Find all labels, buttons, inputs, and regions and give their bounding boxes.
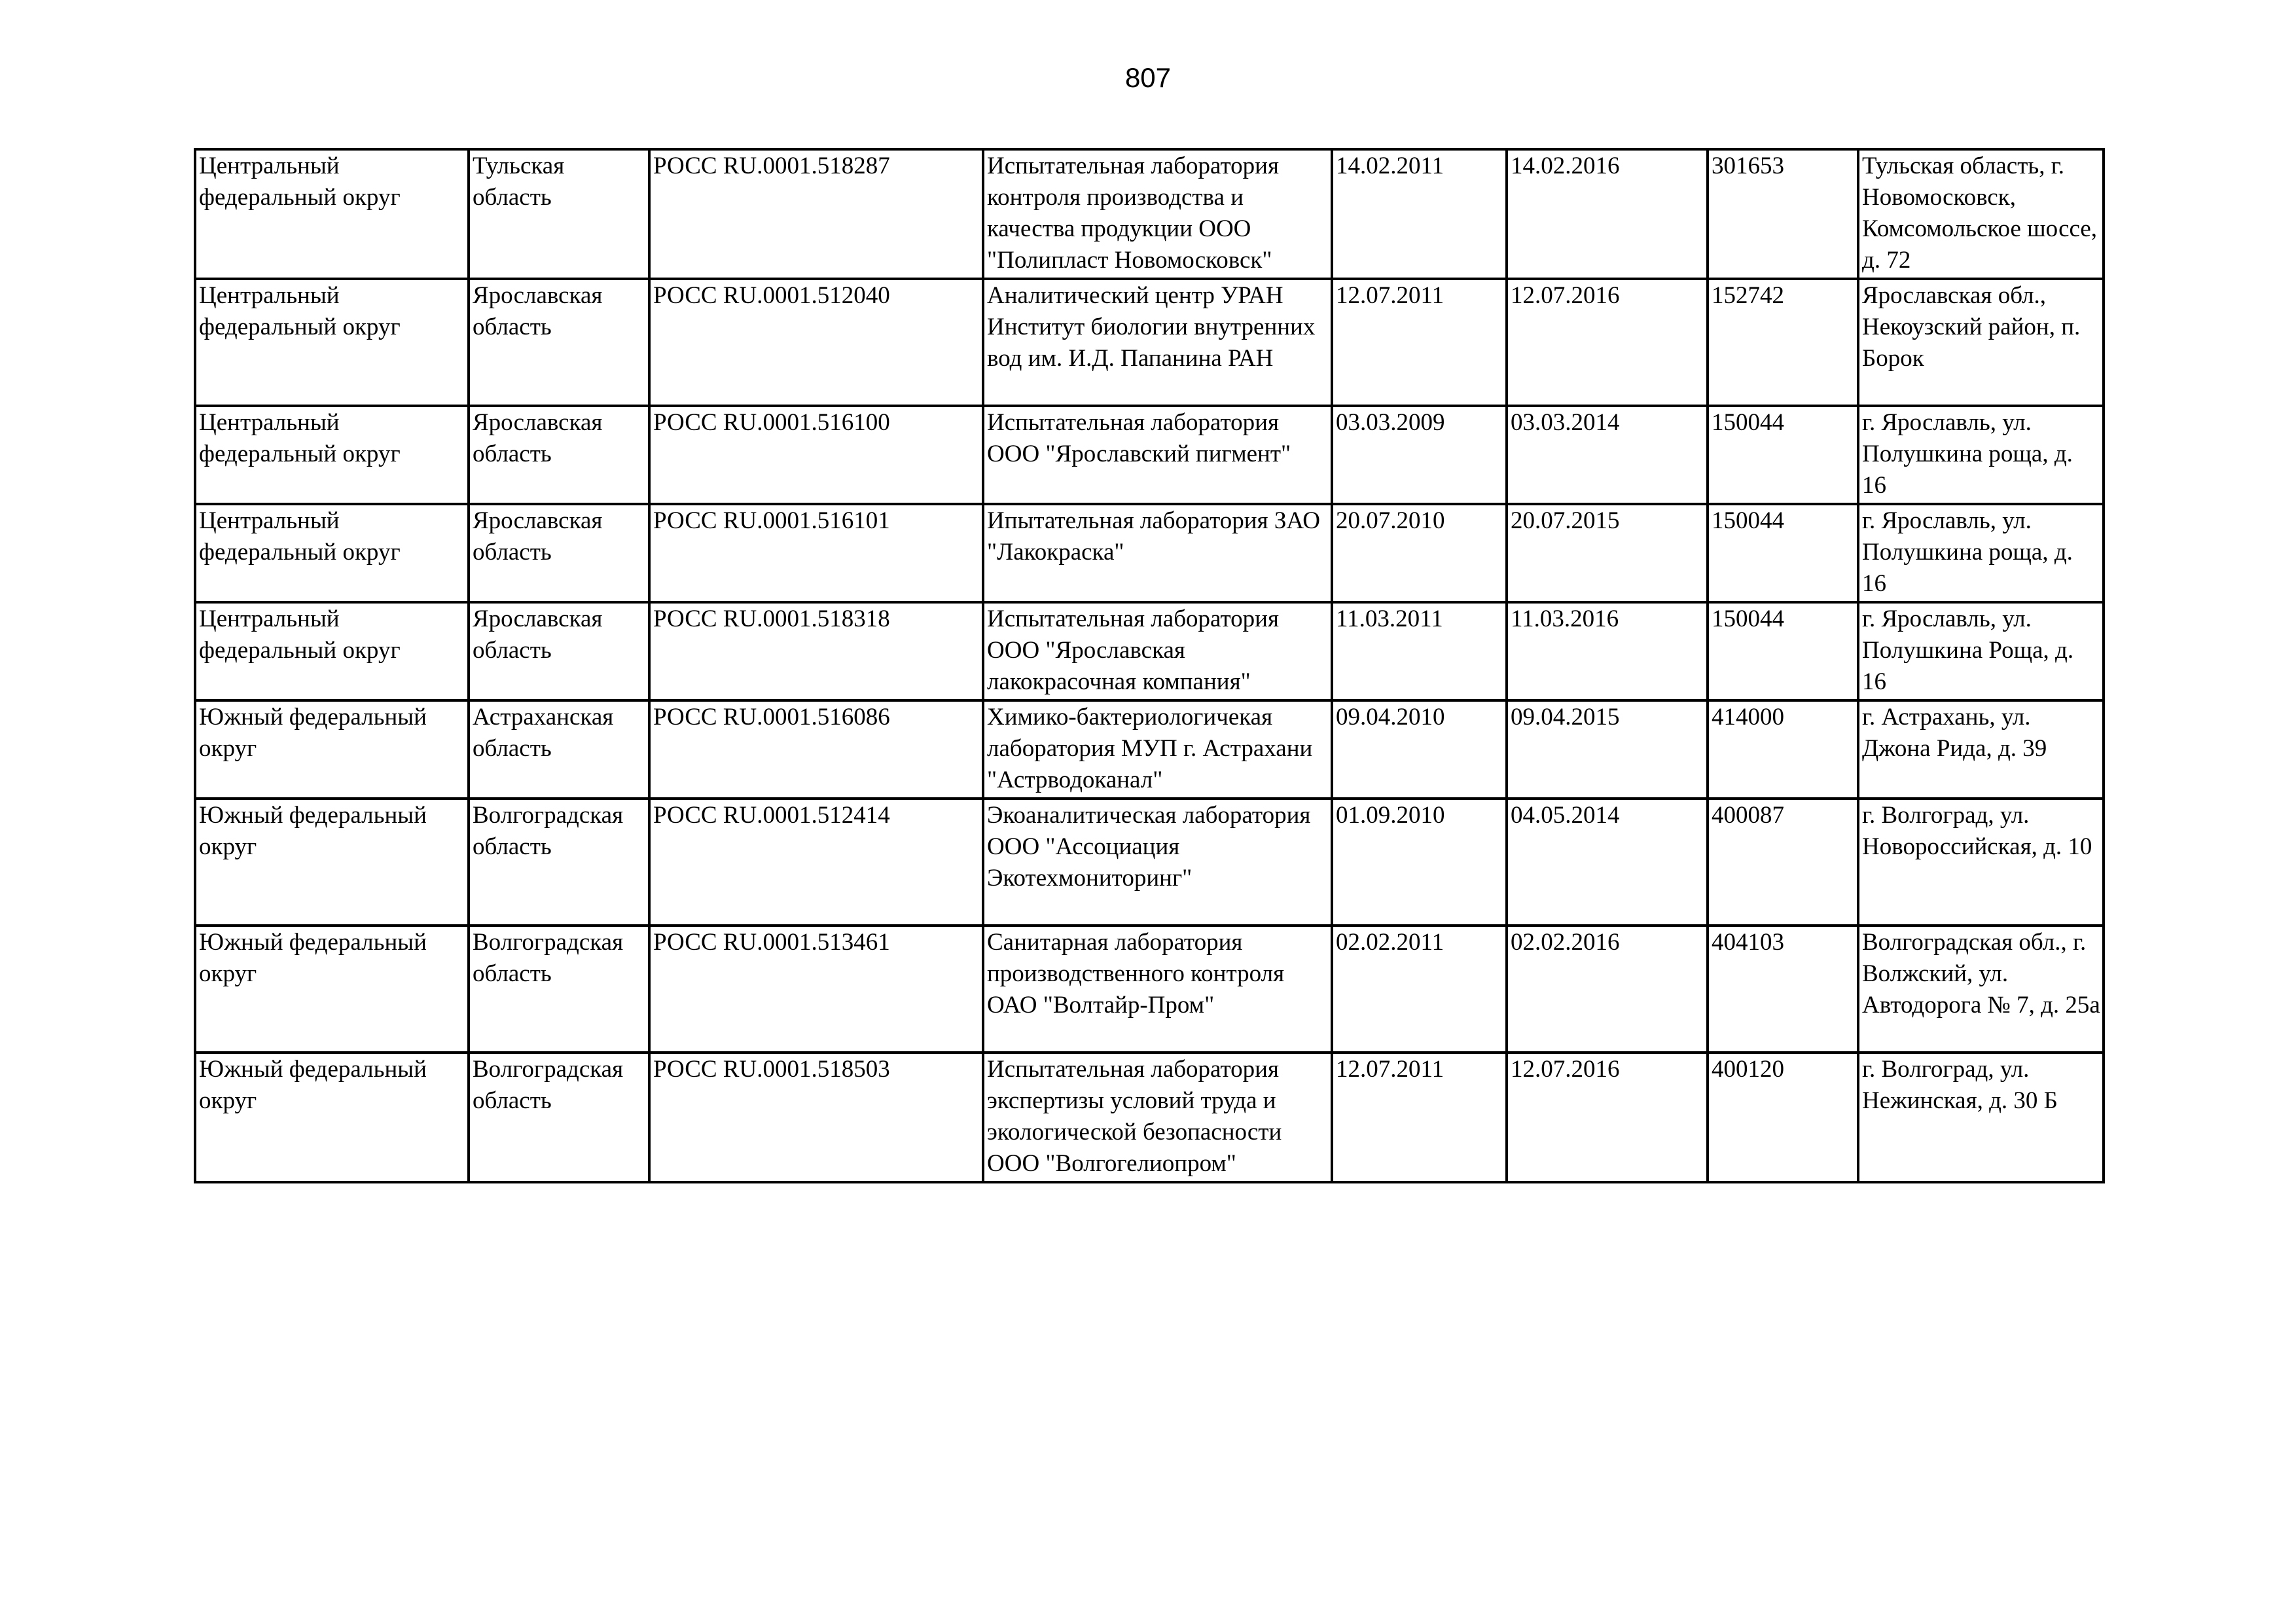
region-cell: Астраханская область — [469, 700, 649, 799]
district-cell: Южный федеральный округ — [195, 926, 469, 1053]
expiry-date-cell: 20.07.2015 — [1507, 504, 1708, 602]
district-cell: Центральный федеральный округ — [195, 406, 469, 504]
laboratory-cell: Испытательная лаборатория ООО "Ярославский пигмент" — [983, 406, 1332, 504]
table-row — [195, 149, 2104, 279]
expiry-date-cell: 03.03.2014 — [1507, 406, 1708, 504]
issue-date-cell: 12.07.2011 — [1332, 1053, 1507, 1182]
district-cell: Центральный федеральный округ — [195, 504, 469, 602]
certificate-cell: РОСС RU.0001.513461 — [649, 926, 983, 1053]
region-cell: Ярославская область — [469, 406, 649, 504]
certificate-cell: РОСС RU.0001.518318 — [649, 602, 983, 700]
address-cell: Ярославская обл., Некоузский район, п. Борок — [1858, 279, 2104, 406]
laboratory-cell: Экоаналитическая лаборатория ООО "Ассоциация Экотехмониторинг" — [983, 799, 1332, 926]
certificate-cell: РОСС RU.0001.512414 — [649, 799, 983, 926]
issue-date-cell: 01.09.2010 — [1332, 799, 1507, 926]
region-cell: Ярославская область — [469, 279, 649, 406]
certificate-cell: РОСС RU.0001.518287 — [649, 149, 983, 279]
address-cell: г. Ярославль, ул. Полушкина роща, д. 16 — [1858, 406, 2104, 504]
district-cell: Южный федеральный округ — [195, 700, 469, 799]
address-cell: г. Ярославль, ул. Полушкина роща, д. 16 — [1858, 504, 2104, 602]
issue-date-cell: 14.02.2011 — [1332, 149, 1507, 279]
region-cell: Ярославская область — [469, 504, 649, 602]
district-cell: Южный федеральный округ — [195, 799, 469, 926]
address-cell: Тульская область, г. Новомосковск, Комсомольское шоссе, д. 72 — [1858, 149, 2104, 279]
certificate-cell: РОСС RU.0001.512040 — [649, 279, 983, 406]
expiry-date-cell: 11.03.2016 — [1507, 602, 1708, 700]
address-cell: г. Ярославль, ул. Полушкина Роща, д. 16 — [1858, 602, 2104, 700]
region-cell: Волгоградская область — [469, 926, 649, 1053]
expiry-date-cell: 09.04.2015 — [1507, 700, 1708, 799]
postal-index-cell: 150044 — [1708, 504, 1858, 602]
address-cell: г. Волгоград, ул. Новороссийская, д. 10 — [1858, 799, 2104, 926]
page-number: 807 — [1124, 62, 1172, 93]
laboratory-cell: Санитарная лаборатория производственного контроля ОАО "Волтайр-Пром" — [983, 926, 1332, 1053]
certificate-cell: РОСС RU.0001.518503 — [649, 1053, 983, 1182]
issue-date-cell: 02.02.2011 — [1332, 926, 1507, 1053]
issue-date-cell: 09.04.2010 — [1332, 700, 1507, 799]
laboratory-cell: Испытательная лаборатория контроля производства и качества продукции ООО "Полипласт Новомосковск" — [983, 149, 1332, 279]
region-cell: Тульская область — [469, 149, 649, 279]
postal-index-cell: 150044 — [1708, 602, 1858, 700]
expiry-date-cell: 04.05.2014 — [1507, 799, 1708, 926]
laboratory-cell: Испытательная лаборатория экспертизы условий труда и экологической безопасности ООО "Волгогелиопром" — [983, 1053, 1332, 1182]
expiry-date-cell: 12.07.2016 — [1507, 1053, 1708, 1182]
district-cell: Центральный федеральный округ — [195, 602, 469, 700]
expiry-date-cell: 14.02.2016 — [1507, 149, 1708, 279]
table-row — [195, 926, 2104, 1053]
postal-index-cell: 400087 — [1708, 799, 1858, 926]
laboratory-registry-table — [194, 148, 2105, 1183]
table-row — [195, 504, 2104, 602]
table-row — [195, 1053, 2104, 1182]
expiry-date-cell: 02.02.2016 — [1507, 926, 1708, 1053]
laboratory-cell: Испытательная лаборатория ООО "Ярославская лакокрасочная компания" — [983, 602, 1332, 700]
region-cell: Ярославская область — [469, 602, 649, 700]
postal-index-cell: 150044 — [1708, 406, 1858, 504]
issue-date-cell: 12.07.2011 — [1332, 279, 1507, 406]
laboratory-cell: Ипытательная лаборатория ЗАО "Лакокраска" — [983, 504, 1332, 602]
postal-index-cell: 152742 — [1708, 279, 1858, 406]
address-cell: г. Волгоград, ул. Нежинская, д. 30 Б — [1858, 1053, 2104, 1182]
region-cell: Волгоградская область — [469, 1053, 649, 1182]
certificate-cell: РОСС RU.0001.516101 — [649, 504, 983, 602]
table-row — [195, 602, 2104, 700]
table-row — [195, 799, 2104, 926]
postal-index-cell: 414000 — [1708, 700, 1858, 799]
address-cell: г. Астрахань, ул. Джона Рида, д. 39 — [1858, 700, 2104, 799]
laboratory-cell: Химико-бактериологичекая лаборатория МУП г. Астрахани "Астрводоканал" — [983, 700, 1332, 799]
certificate-cell: РОСС RU.0001.516100 — [649, 406, 983, 504]
table-row — [195, 700, 2104, 799]
district-cell: Центральный федеральный округ — [195, 279, 469, 406]
address-cell: Волгоградская обл., г. Волжский, ул. Автодорога № 7, д. 25а — [1858, 926, 2104, 1053]
postal-index-cell: 404103 — [1708, 926, 1858, 1053]
issue-date-cell: 20.07.2010 — [1332, 504, 1507, 602]
laboratory-cell: Аналитический центр УРАН Институт биологии внутренних вод им. И.Д. Папанина РАН — [983, 279, 1332, 406]
table-row — [195, 279, 2104, 406]
district-cell: Центральный федеральный округ — [195, 149, 469, 279]
postal-index-cell: 400120 — [1708, 1053, 1858, 1182]
region-cell: Волгоградская область — [469, 799, 649, 926]
expiry-date-cell: 12.07.2016 — [1507, 279, 1708, 406]
table-row — [195, 406, 2104, 504]
issue-date-cell: 11.03.2011 — [1332, 602, 1507, 700]
district-cell: Южный федеральный округ — [195, 1053, 469, 1182]
postal-index-cell: 301653 — [1708, 149, 1858, 279]
certificate-cell: РОСС RU.0001.516086 — [649, 700, 983, 799]
issue-date-cell: 03.03.2009 — [1332, 406, 1507, 504]
